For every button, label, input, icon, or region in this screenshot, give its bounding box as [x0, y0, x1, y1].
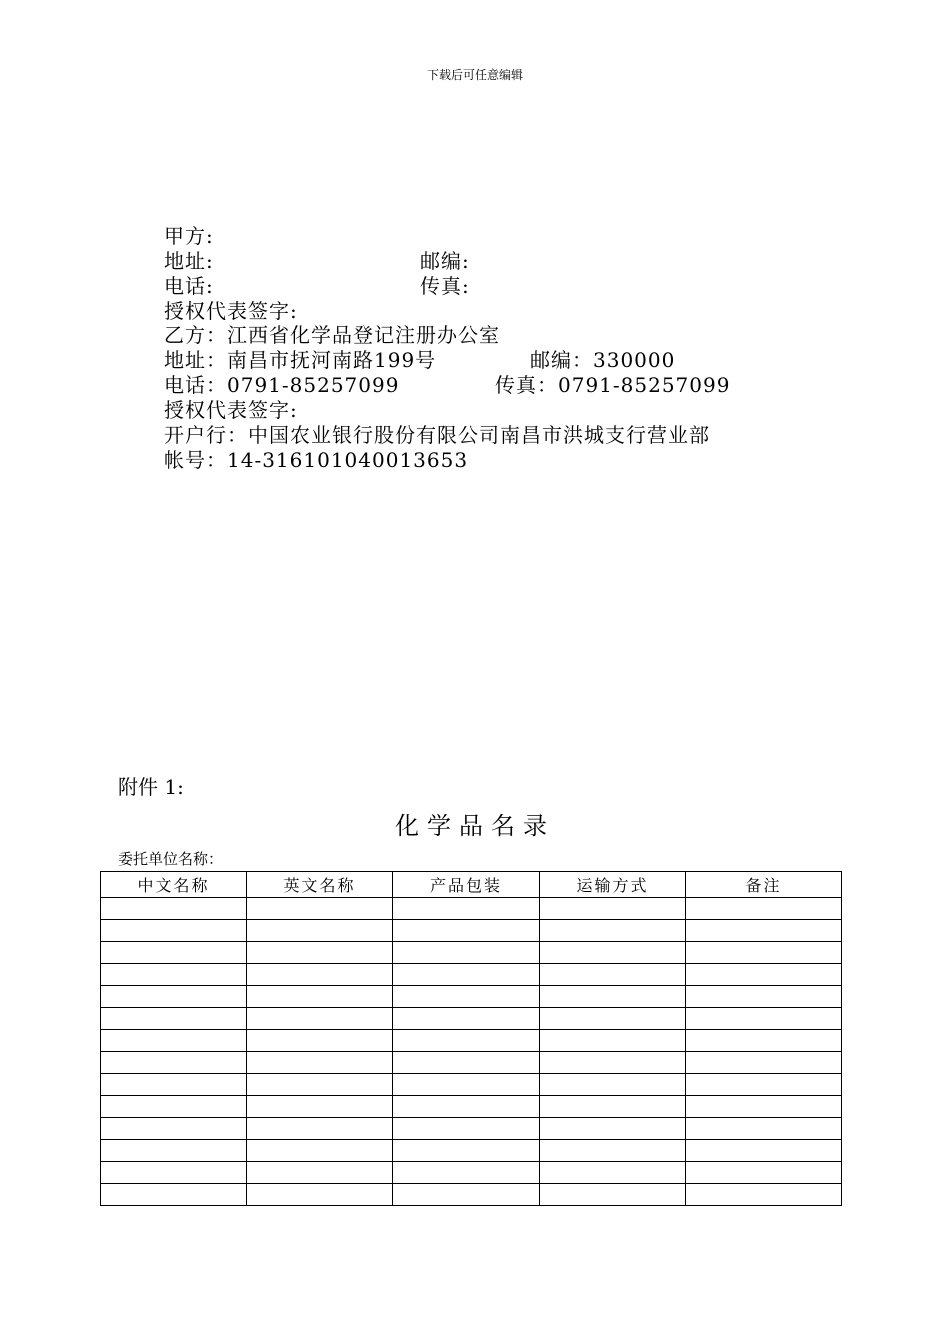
- table-cell: [101, 920, 247, 942]
- table-cell: [247, 1162, 393, 1184]
- annex-title: 化学品名录: [395, 812, 555, 840]
- table-cell: [540, 964, 686, 986]
- table-cell: [686, 1118, 842, 1140]
- table-cell: [540, 1074, 686, 1096]
- annex-label: 附件 1:: [118, 775, 184, 799]
- party-b-postcode: 邮编：330000: [530, 348, 676, 372]
- party-a-label: 甲方:: [164, 224, 214, 248]
- column-header-remarks: 备注: [686, 872, 842, 898]
- table-cell: [540, 1096, 686, 1118]
- party-a-phone-label: 电话:: [164, 274, 214, 298]
- table-cell: [393, 920, 540, 942]
- table-cell: [393, 1052, 540, 1074]
- table-cell: [393, 1096, 540, 1118]
- table-cell: [247, 920, 393, 942]
- table-cell: [540, 942, 686, 964]
- table-row: [101, 1074, 842, 1096]
- table-cell: [247, 1074, 393, 1096]
- table-cell: [540, 898, 686, 920]
- table-cell: [686, 1140, 842, 1162]
- table-cell: [247, 1096, 393, 1118]
- table-cell: [101, 1162, 247, 1184]
- table-row: [101, 898, 842, 920]
- party-b-label: 乙方：江西省化学品登记注册办公室: [164, 323, 500, 347]
- table-cell: [540, 1030, 686, 1052]
- table-cell: [101, 1030, 247, 1052]
- table-cell: [393, 1030, 540, 1052]
- table-cell: [247, 1140, 393, 1162]
- table-cell: [686, 1074, 842, 1096]
- table-cell: [686, 1096, 842, 1118]
- table-cell: [393, 1140, 540, 1162]
- table-cell: [247, 1184, 393, 1206]
- table-row: [101, 1008, 842, 1030]
- table-row: [101, 1140, 842, 1162]
- party-a-address-label: 地址:: [164, 249, 214, 273]
- table-row: [101, 920, 842, 942]
- table-row: [101, 1030, 842, 1052]
- table-cell: [101, 1096, 247, 1118]
- table-cell: [393, 942, 540, 964]
- column-header-english-name: 英文名称: [247, 872, 393, 898]
- column-header-chinese-name: 中文名称: [101, 872, 247, 898]
- table-cell: [393, 898, 540, 920]
- party-b-account: 帐号：14-316101040013653: [164, 448, 469, 472]
- table-row: [101, 1118, 842, 1140]
- table-row: [101, 1184, 842, 1206]
- table-cell: [101, 1074, 247, 1096]
- party-b-signature-label: 授权代表签字:: [164, 398, 298, 422]
- table-cell: [101, 1052, 247, 1074]
- client-name-label: 委托单位名称：: [118, 850, 224, 868]
- table-cell: [686, 1162, 842, 1184]
- table-cell: [101, 1118, 247, 1140]
- table-row: [101, 1052, 842, 1074]
- table-cell: [540, 920, 686, 942]
- header-note: 下载后可任意编辑: [426, 68, 523, 82]
- party-a-fax-label: 传真:: [420, 274, 470, 298]
- table-cell: [247, 1052, 393, 1074]
- table-cell: [540, 1184, 686, 1206]
- table-cell: [393, 1118, 540, 1140]
- party-a-signature-label: 授权代表签字:: [164, 299, 298, 323]
- table-row: [101, 964, 842, 986]
- table-cell: [686, 1052, 842, 1074]
- table-cell: [247, 964, 393, 986]
- party-b-bank: 开户行：中国农业银行股份有限公司南昌市洪城支行营业部: [164, 423, 710, 447]
- table-cell: [247, 986, 393, 1008]
- table-cell: [686, 1184, 842, 1206]
- chemical-list-table: [100, 871, 842, 1206]
- table-cell: [540, 986, 686, 1008]
- table-cell: [540, 1140, 686, 1162]
- table-cell: [393, 1162, 540, 1184]
- table-row: [101, 986, 842, 1008]
- table-cell: [540, 1052, 686, 1074]
- table-cell: [101, 1008, 247, 1030]
- table-cell: [686, 1008, 842, 1030]
- table-body: [101, 898, 842, 1206]
- table-row: [101, 1096, 842, 1118]
- table-cell: [393, 1184, 540, 1206]
- table-cell: [540, 1008, 686, 1030]
- table-cell: [686, 898, 842, 920]
- table-cell: [101, 898, 247, 920]
- table-cell: [540, 1118, 686, 1140]
- table-cell: [393, 986, 540, 1008]
- table-cell: [686, 920, 842, 942]
- party-b-phone: 电话：0791-85257099: [164, 373, 400, 397]
- table-cell: [101, 1184, 247, 1206]
- table-row: [101, 942, 842, 964]
- party-b-address: 地址：南昌市抚河南路199号: [164, 348, 437, 372]
- table-cell: [247, 942, 393, 964]
- table-cell: [540, 1162, 686, 1184]
- party-b-fax: 传真：0791-85257099: [495, 373, 731, 397]
- table-row: [101, 1162, 842, 1184]
- table-cell: [686, 986, 842, 1008]
- table-cell: [393, 964, 540, 986]
- table-cell: [247, 1008, 393, 1030]
- table-cell: [101, 942, 247, 964]
- column-header-transport: 运输方式: [540, 872, 686, 898]
- table-cell: [101, 986, 247, 1008]
- table-cell: [393, 1008, 540, 1030]
- column-header-packaging: 产品包装: [393, 872, 540, 898]
- table-cell: [101, 1140, 247, 1162]
- table-cell: [393, 1074, 540, 1096]
- table-cell: [686, 1030, 842, 1052]
- party-a-postcode-label: 邮编:: [420, 249, 470, 273]
- table-cell: [247, 1118, 393, 1140]
- table-cell: [686, 942, 842, 964]
- table-cell: [247, 1030, 393, 1052]
- table-header-row: [101, 872, 842, 898]
- table-cell: [247, 898, 393, 920]
- table-cell: [686, 964, 842, 986]
- table-cell: [101, 964, 247, 986]
